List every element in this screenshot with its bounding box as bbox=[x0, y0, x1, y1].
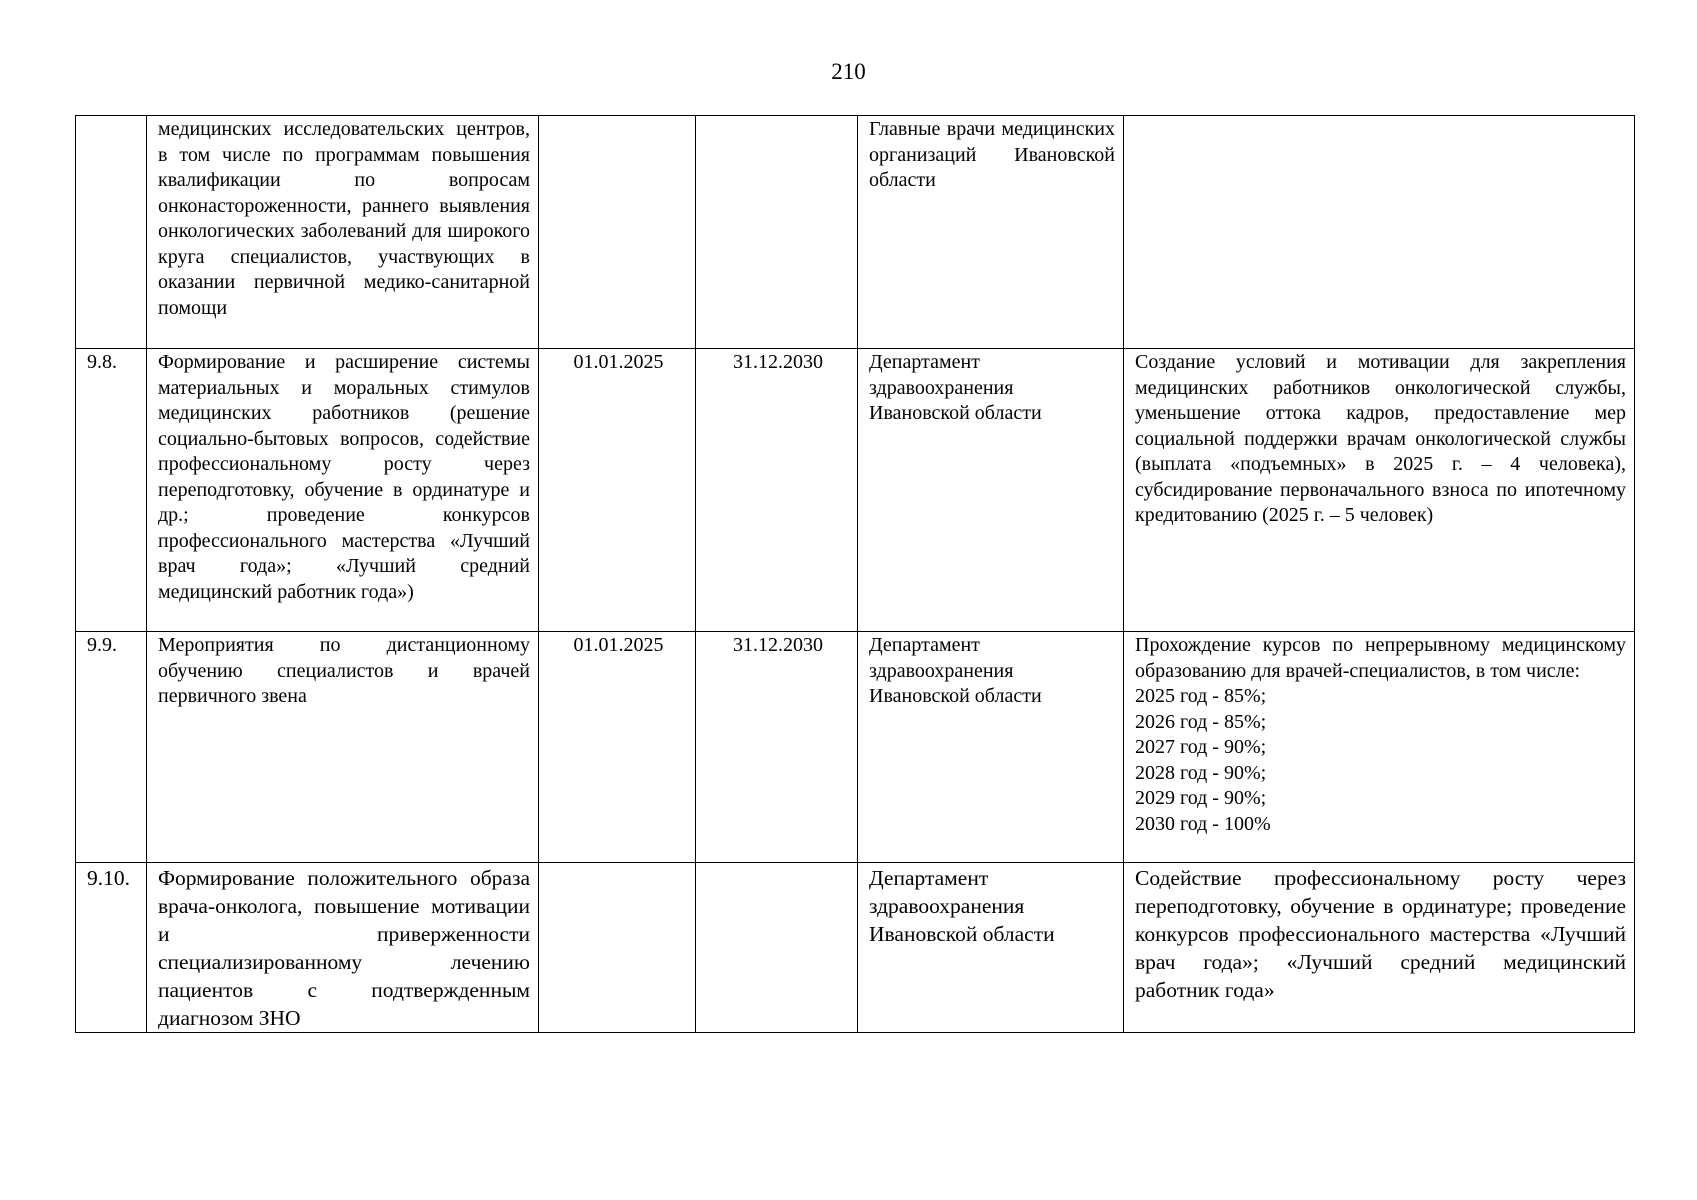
start-date bbox=[539, 863, 696, 1033]
row-number bbox=[76, 116, 147, 349]
end-date: 31.12.2030 bbox=[696, 632, 858, 863]
event-description: Мероприятия по дистанционному обучению специалистов и врачей первичного звена bbox=[147, 632, 539, 863]
responsible-party: Департамент здравоохранения Ивановской области bbox=[858, 349, 1124, 632]
row-number: 9.9. bbox=[76, 632, 147, 863]
end-date: 31.12.2030 bbox=[696, 349, 858, 632]
measures-table bbox=[75, 115, 1635, 1033]
table-row bbox=[76, 632, 1635, 863]
result-yearly-targets: 2025 год - 85%; 2026 год - 85%; 2027 год - 90%; 2028 год - 90%; 2029 год - 90%; 2030 год - 100% bbox=[1135, 685, 1271, 835]
table-row bbox=[76, 863, 1635, 1033]
row-number: 9.8. bbox=[76, 349, 147, 632]
table-row bbox=[76, 116, 1635, 349]
end-date bbox=[696, 863, 858, 1033]
row-number: 9.10. bbox=[76, 863, 147, 1033]
expected-result bbox=[1124, 116, 1635, 349]
expected-result bbox=[1124, 632, 1635, 863]
expected-result: Создание условий и мотивации для закрепления медицинских работников онкологической службы, уменьшение оттока кадров, предоставление мер социальной поддержки врачам онкологической службы (выплата «подъемных» в 2025 г. – 4 человека), субсидирование первоначального взноса по ипотечному кредитованию (2025 г. – 5 человек) bbox=[1124, 349, 1635, 632]
responsible-party: Департамент здравоохранения Ивановской области bbox=[858, 632, 1124, 863]
start-date: 01.01.2025 bbox=[539, 349, 696, 632]
result-intro: Прохождение курсов по непрерывному медицинскому образованию для врачей-специалистов, в том числе: bbox=[1135, 634, 1626, 682]
start-date: 01.01.2025 bbox=[539, 632, 696, 863]
page-number: 210 bbox=[831, 59, 866, 84]
responsible-party: Департамент здравоохранения Ивановской области bbox=[858, 863, 1124, 1033]
event-description: Формирование положительного образа врача-онколога, повышение мотивации и приверженности специализированному лечению пациентов с подтвержденным диагнозом ЗНО bbox=[147, 863, 539, 1033]
expected-result: Содействие профессиональному росту через переподготовку, обучение в ординатуре; проведение конкурсов профессионального мастерства «Лучший врач года»; «Лучший средний медицинский работник года» bbox=[1124, 863, 1635, 1033]
event-description: Формирование и расширение системы материальных и моральных стимулов медицинских работников (решение социально-бытовых вопросов, содействие профессиональному росту через переподготовку, обучение в ординатуре и др.; проведение конкурсов профессионального мастерства «Лучший врач года»; «Лучший средний медицинский работник года») bbox=[147, 349, 539, 632]
event-description: медицинских исследовательских центров, в том числе по программам повышения квалификации по вопросам онконастороженности, раннего выявления онкологических заболеваний для широкого круга специалистов, участвующих в оказании первичной медико-санитарной помощи bbox=[147, 116, 539, 349]
responsible-party: Главные врачи медицинских организаций Ивановской области bbox=[858, 116, 1124, 349]
table-row bbox=[76, 349, 1635, 632]
end-date bbox=[696, 116, 858, 349]
start-date bbox=[539, 116, 696, 349]
